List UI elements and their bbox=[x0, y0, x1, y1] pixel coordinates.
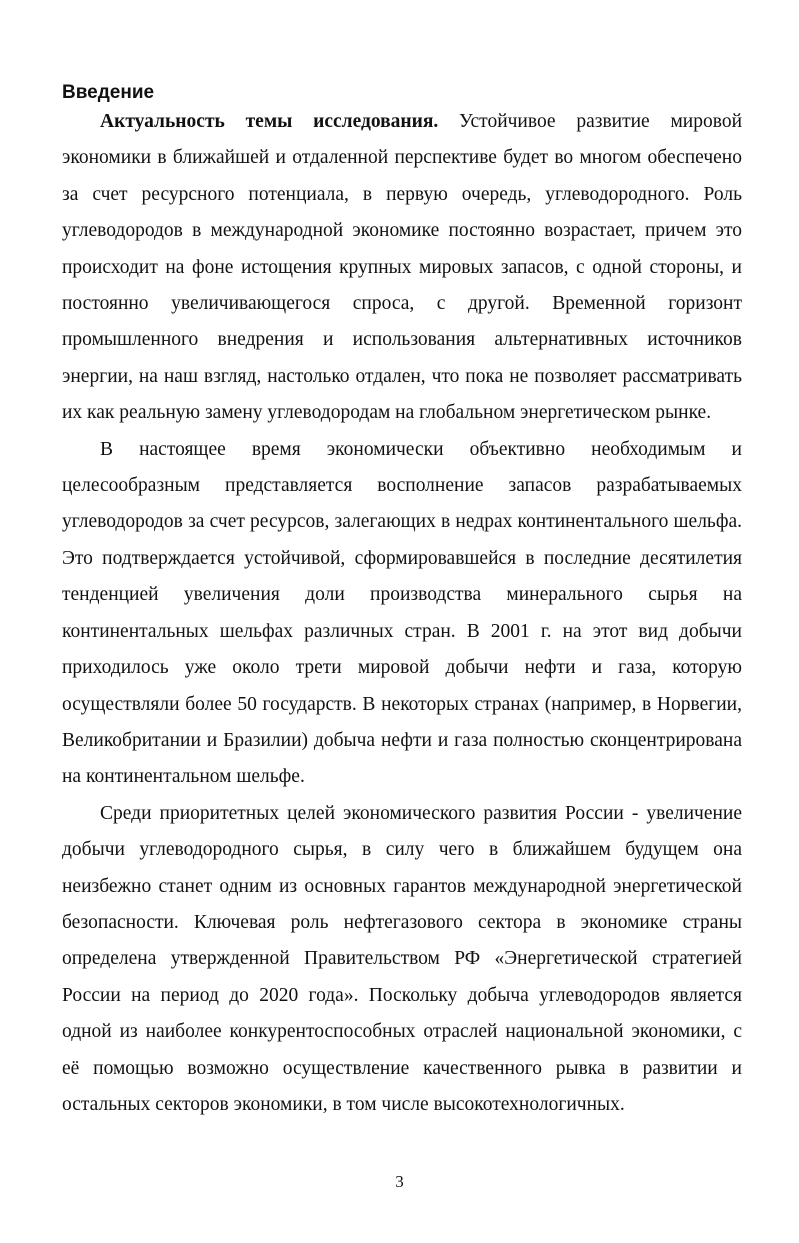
page-number: 3 bbox=[395, 1172, 404, 1191]
paragraph-lead: Актуальность темы исследования. bbox=[100, 111, 439, 132]
body-text bbox=[62, 104, 742, 1123]
paragraph-relevance bbox=[62, 104, 742, 432]
paragraph-text: Устойчивое развитие мировой экономики в ближайшей и отдаленной перспективе будет во многом обеспечено за счет ресурсного потенциала, в первую очередь, углеводородного. Роль углеводородов в международной экономике постоянно возрастает, причем это происходит на фоне истощения крупных мировых запасов, с одной стороны, и постоянно увеличивающегося спроса, с другой. Временной горизонт промышленного внедрения и использования альтернативных источников энергии, на наш взгляд, настолько отдален, что пока не позволяет рассматривать их как реальную замену углеводородам на глобальном энергетическом рынке. bbox=[62, 111, 743, 424]
paragraph-text: В настоящее время экономически объективно необходимым и целесообразным представляется восполнение запасов разрабатываемых углеводородов за счет ресурсов, залегающих в недрах континентального шельфа. Это подтверждается устойчивой, сформировавшейся в последние десятилетия тенденцией увеличения доли производства минерального сырья на континентальных шельфах различных стран. В 2001 г. на этот вид добычи приходилось уже около трети мировой добычи нефти и газа, которую осуществляли более 50 государств. В некоторых странах (например, в Норвегии, Великобритании и Бразилии) добыча нефти и газа полностью сконцентрирована на континентальном шельфе. bbox=[62, 438, 742, 788]
paragraph-text: Среди приоритетных целей экономического развития России - увеличение добычи углеводородного сырья, в силу чего в ближайшем будущем она неизбежно станет одним из основных гарантов международной энергетической безопасности. Ключевая роль нефтегазового сектора в экономике страны определена утвержденной Правительством РФ «Энергетической стратегией России на период до 2020 года». Поскольку добыча углеводородов является одной из наиболее конкурентоспособных отраслей национальной экономики, с её помощью возможно осуществление качественного рывка в развитии и остальных секторов экономики, в том числе высокотехнологичных. bbox=[62, 802, 742, 1115]
paragraph-shelf-resources bbox=[62, 432, 742, 796]
paragraph-russia-priorities bbox=[62, 796, 742, 1124]
section-heading: Введение bbox=[62, 82, 155, 103]
